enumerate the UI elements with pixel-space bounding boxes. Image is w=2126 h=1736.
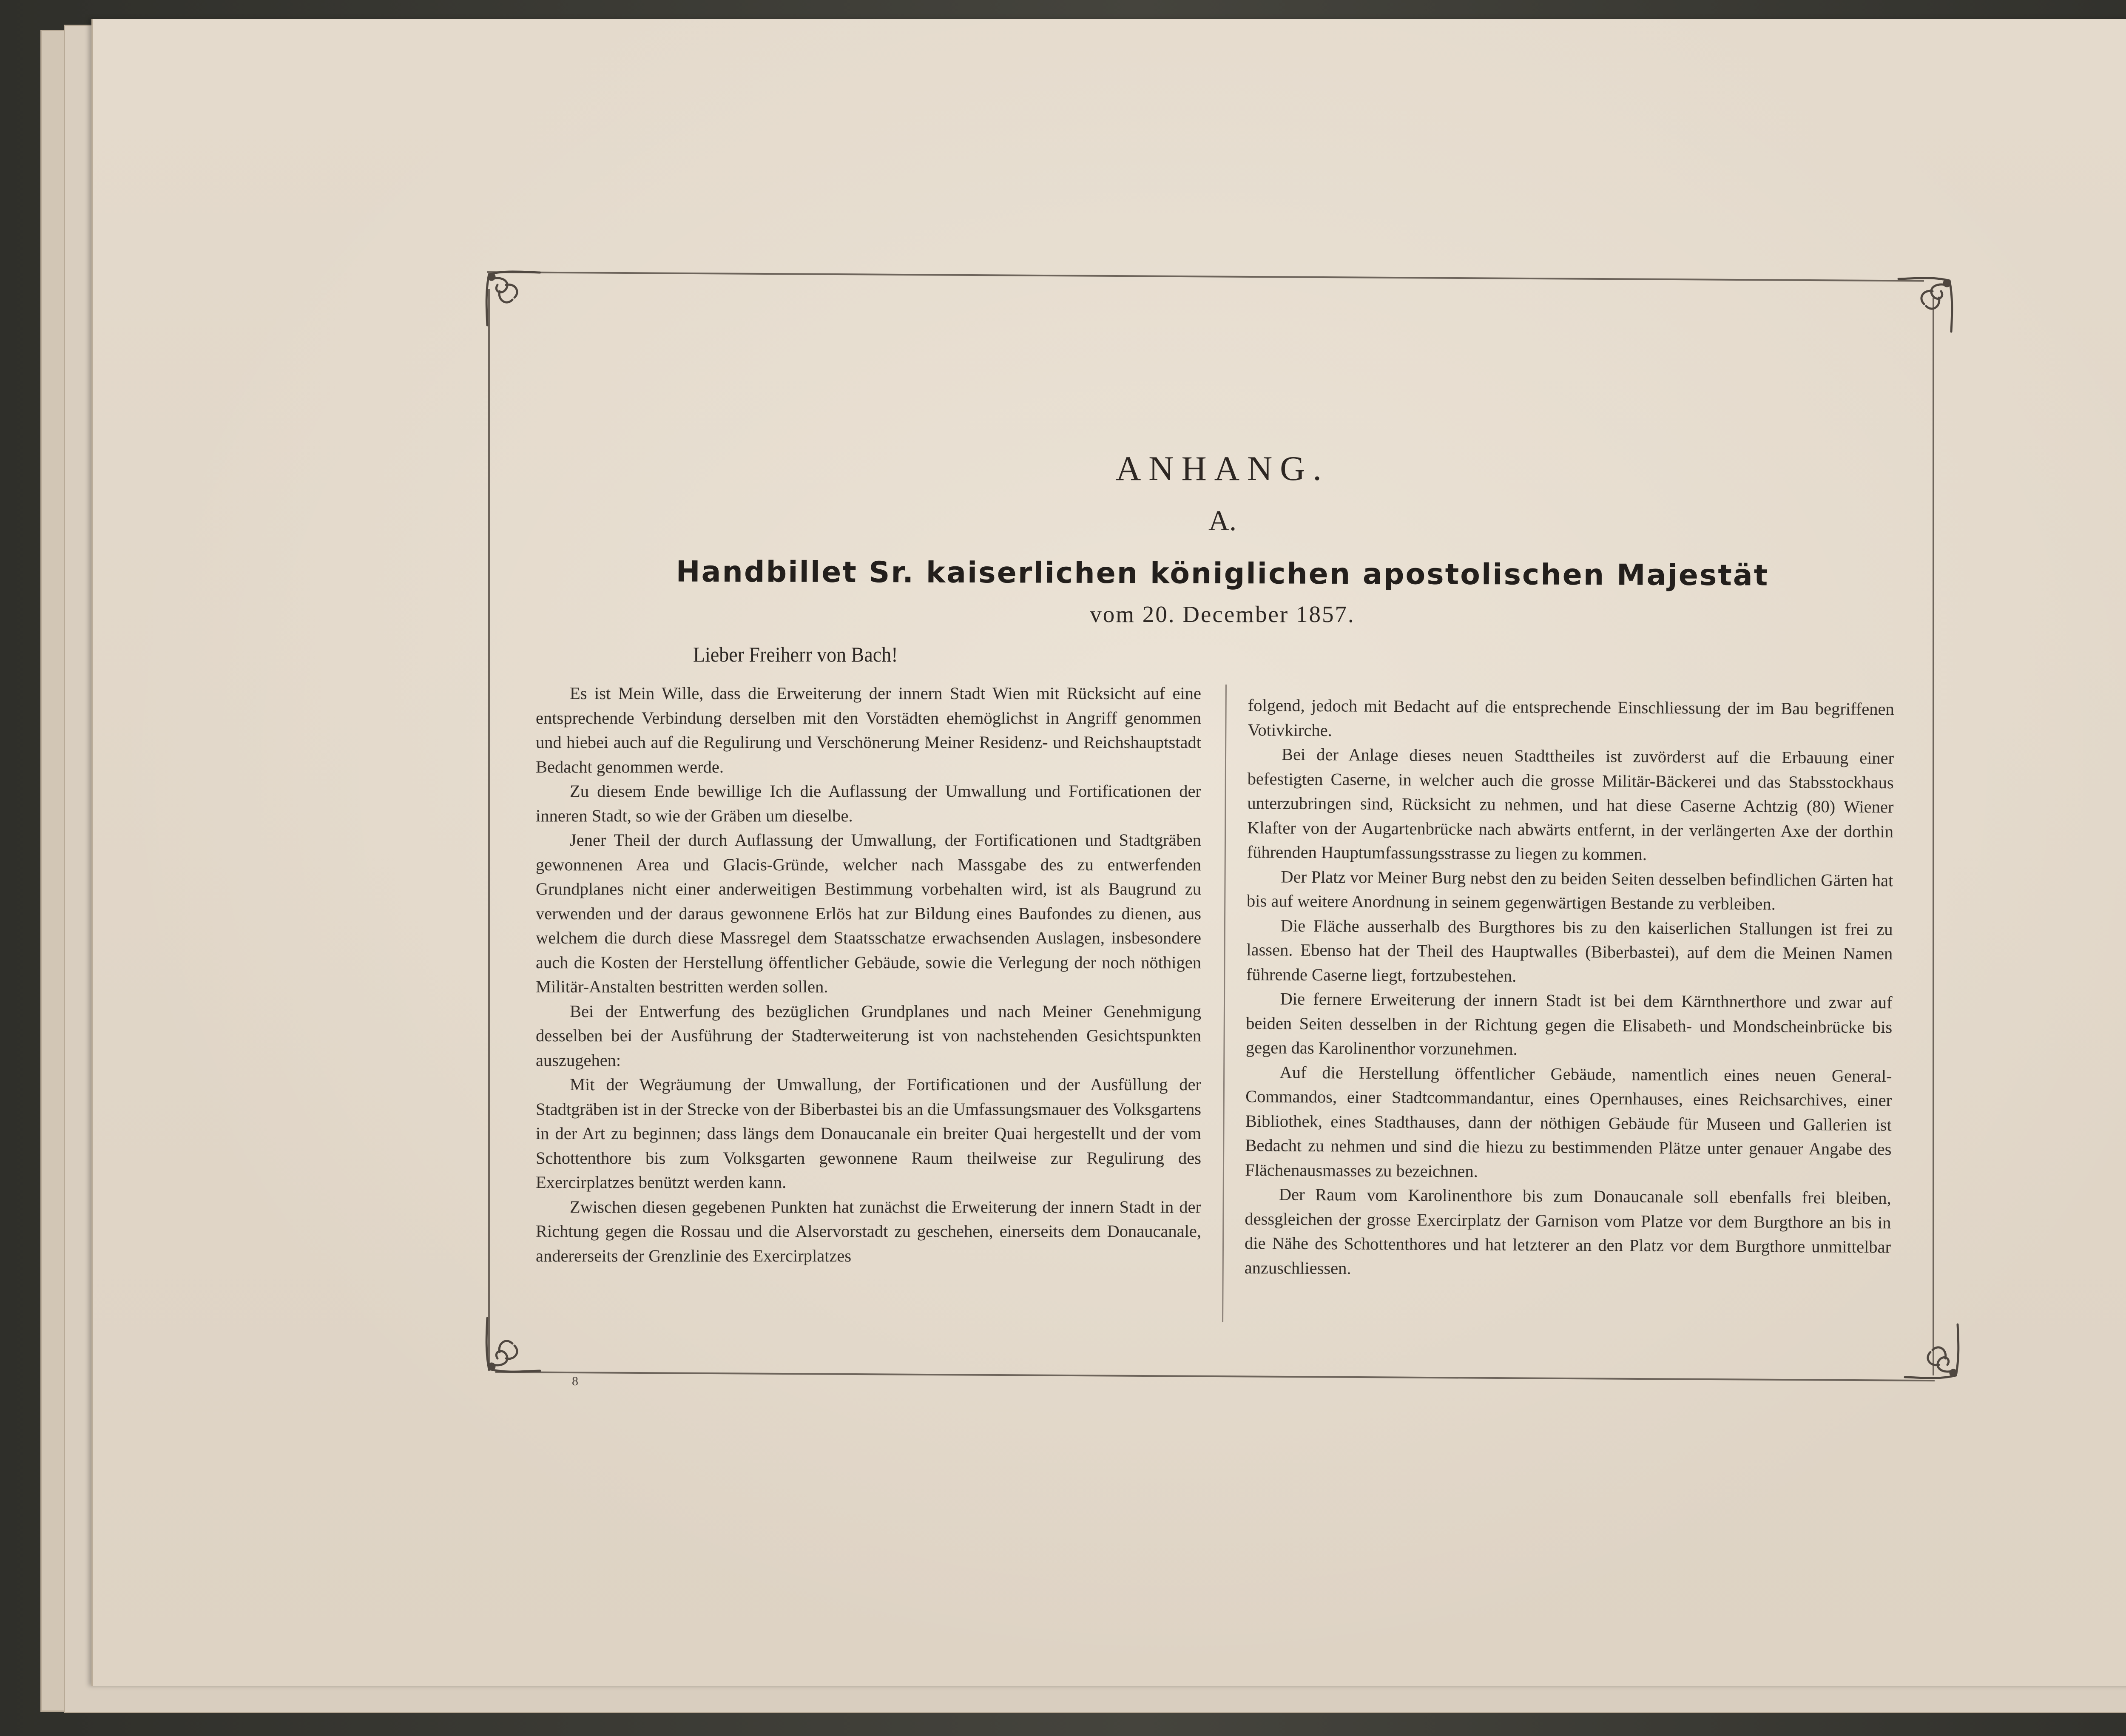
salutation: Lieber Freiherr von Bach! [693, 642, 898, 666]
paragraph: Der Raum vom Karolinenthore bis zum Donaucanale soll ebenfalls frei bleiben, dessgleichen der grosse Exercirplatz der Garnison vom Platze vor dem Burgthore an bis in die Nähe des Schottenthores und hat letzterer an den Platz vor dem Burgthore unmittelbar anzuschliessen. [1244, 1185, 1891, 1278]
flourish-ornament-icon [1901, 1320, 1964, 1384]
paragraph: Bei der Entwerfung des bezüglichen Grundplanes und nach Meiner Genehmigung desselben bei der Ausführung der Stadterweiterung ist von nachstehenden Gesichtspunkten auszugehen: [536, 1001, 1201, 1070]
paragraph: Die Fläche ausserhalb des Burgthores bis zu den kaiserlichen Stallungen ist frei zu lassen. Ebenso hat der Theil des Hauptwalles (Biberbastei), auf dem die Meinen Namen führende Caserne liegt, fortzubestehen. [1246, 915, 1893, 986]
paragraph-continuation: folgend, jedoch mit Bedacht auf die entsprechende Einschliessung der im Bau begriffenen Votivkirche. [1248, 695, 1894, 740]
paragraph: Auf die Herstellung öffentlicher Gebäude, namentlich eines neuen General-Commandos, einer Stadtcommandantur, eines Opernhauses, eines Reichsarchives, einer Bibliothek, eines Stadthauses, dann der nöthigen Gebäude für Museen und Gallerien ist Bedacht zu nehmen und sind die hiezu zu bestimmenden Plätze unter genauer Angabe des Flächenausmasses zu bezeichnen. [1245, 1062, 1892, 1181]
paragraph: Die fernere Erweiterung der innern Stadt ist bei dem Kärnthnerthore und zwar auf beiden Seiten desselben in der Richtung gegen die Elisabeth- und Mondscheinbrücke bis gegen das Karolinenthor vorzunehmen. [1245, 989, 1893, 1059]
flourish-ornament-icon [480, 1314, 544, 1378]
paragraph: Bei der Anlage dieses neuen Stadttheiles ist zuvörderst auf die Erbauung einer befestigten Caserne, in welcher auch die grosse Militär-Bäckerei und das Stabsstockhaus unterzubringen sind, Rücksicht zu nehmen, und hat diese Caserne Achtzig (80) Wiener Klafter von der Augartenbrücke nach abwärts entfernt, in der verlängerten Axe der dorthin führenden Hauptumfassungsstrasse zu liegen zu kommen. [1247, 744, 1894, 864]
frame-border-left [488, 289, 490, 1371]
paragraph: Es ist Mein Wille, dass die Erweiterung der innern Stadt Wien mit Rücksicht auf eine entsprechende Verbindung derselben mit den Vorstädten ehemöglichst in Angriff genommen und hiebei auch auf die Regulirung und Verschönerung Meiner Residenz- und Reichshauptstadt Bedacht genommen werde. [536, 684, 1201, 776]
paragraph: Der Platz vor Meiner Burg nebst den zu beiden Seiten desselben befindlichen Gärten hat bis auf weitere Anordnung in seinem gegenwärtigen Bestande zu verbleiben. [1246, 867, 1893, 914]
flourish-ornament-icon [480, 266, 544, 330]
paragraph: Zwischen diesen gegebenen Punkten hat zunächst die Erweiterung der innern Stadt in der Richtung gegen die Rossau und die Alservorstadt zu geschehen, einerseits dem Donaucanale, andererseits der Grenzlinie des Exercirplatzes [536, 1197, 1201, 1265]
paragraph: Zu diesem Ende bewillige Ich die Auflassung der Umwallung und Fortificationen der inneren Stadt, so wie der Gräben um dieselbe. [536, 781, 1201, 825]
paragraph: Mit der Wegräumung der Umwallung, der Fortificationen und der Ausfüllung der Stadtgräben ist in der Strecke von der Biberbastei bis an die Umfassungsmauer des Volksgartens in der Art zu beginnen; dass längs dem Donaucanale ein breiter Quai hergestellt und der vom Schottenthore bis zum Volksgarten gewonnene Raum theilweise zur Regulirung des Exercirplatzes benützt werden kann. [536, 1075, 1201, 1192]
appendix-heading: ANHANG. [1116, 449, 1329, 488]
paragraph: Jener Theil der durch Auflassung der Umwallung, der Fortificationen und Stadtgräben gewonnenen Area und Glacis-Gründe, welcher nach Massgabe des zu entwerfenden Grundplanes nicht einer anderweitigen Bestimmung vorbehalten wird, ist als Baugrund zu verwenden und der daraus gewonnene Erlös hat zur Bildung eines Baufondes zu dienen, aus welchem die durch diese Massregel dem Staatsschatze erwachsenden Auslagen, insbesondere auch die Kosten der Herstellung öffentlicher Gebäude, sowie die Verlegung der noch nöthigen Militär-Anstalten bestritten werden sollen. [536, 830, 1201, 996]
document-title: Handbillet Sr. kaiserlichen königlichen apostolischen Majestät [676, 555, 1769, 593]
left-text-column [536, 681, 1201, 1268]
document-date: vom 20. December 1857. [1090, 601, 1355, 627]
section-letter: A. [1208, 504, 1237, 537]
flourish-ornament-icon [1894, 272, 1958, 336]
page-number: 8 [572, 1374, 578, 1388]
right-text-column [1245, 693, 1894, 1284]
